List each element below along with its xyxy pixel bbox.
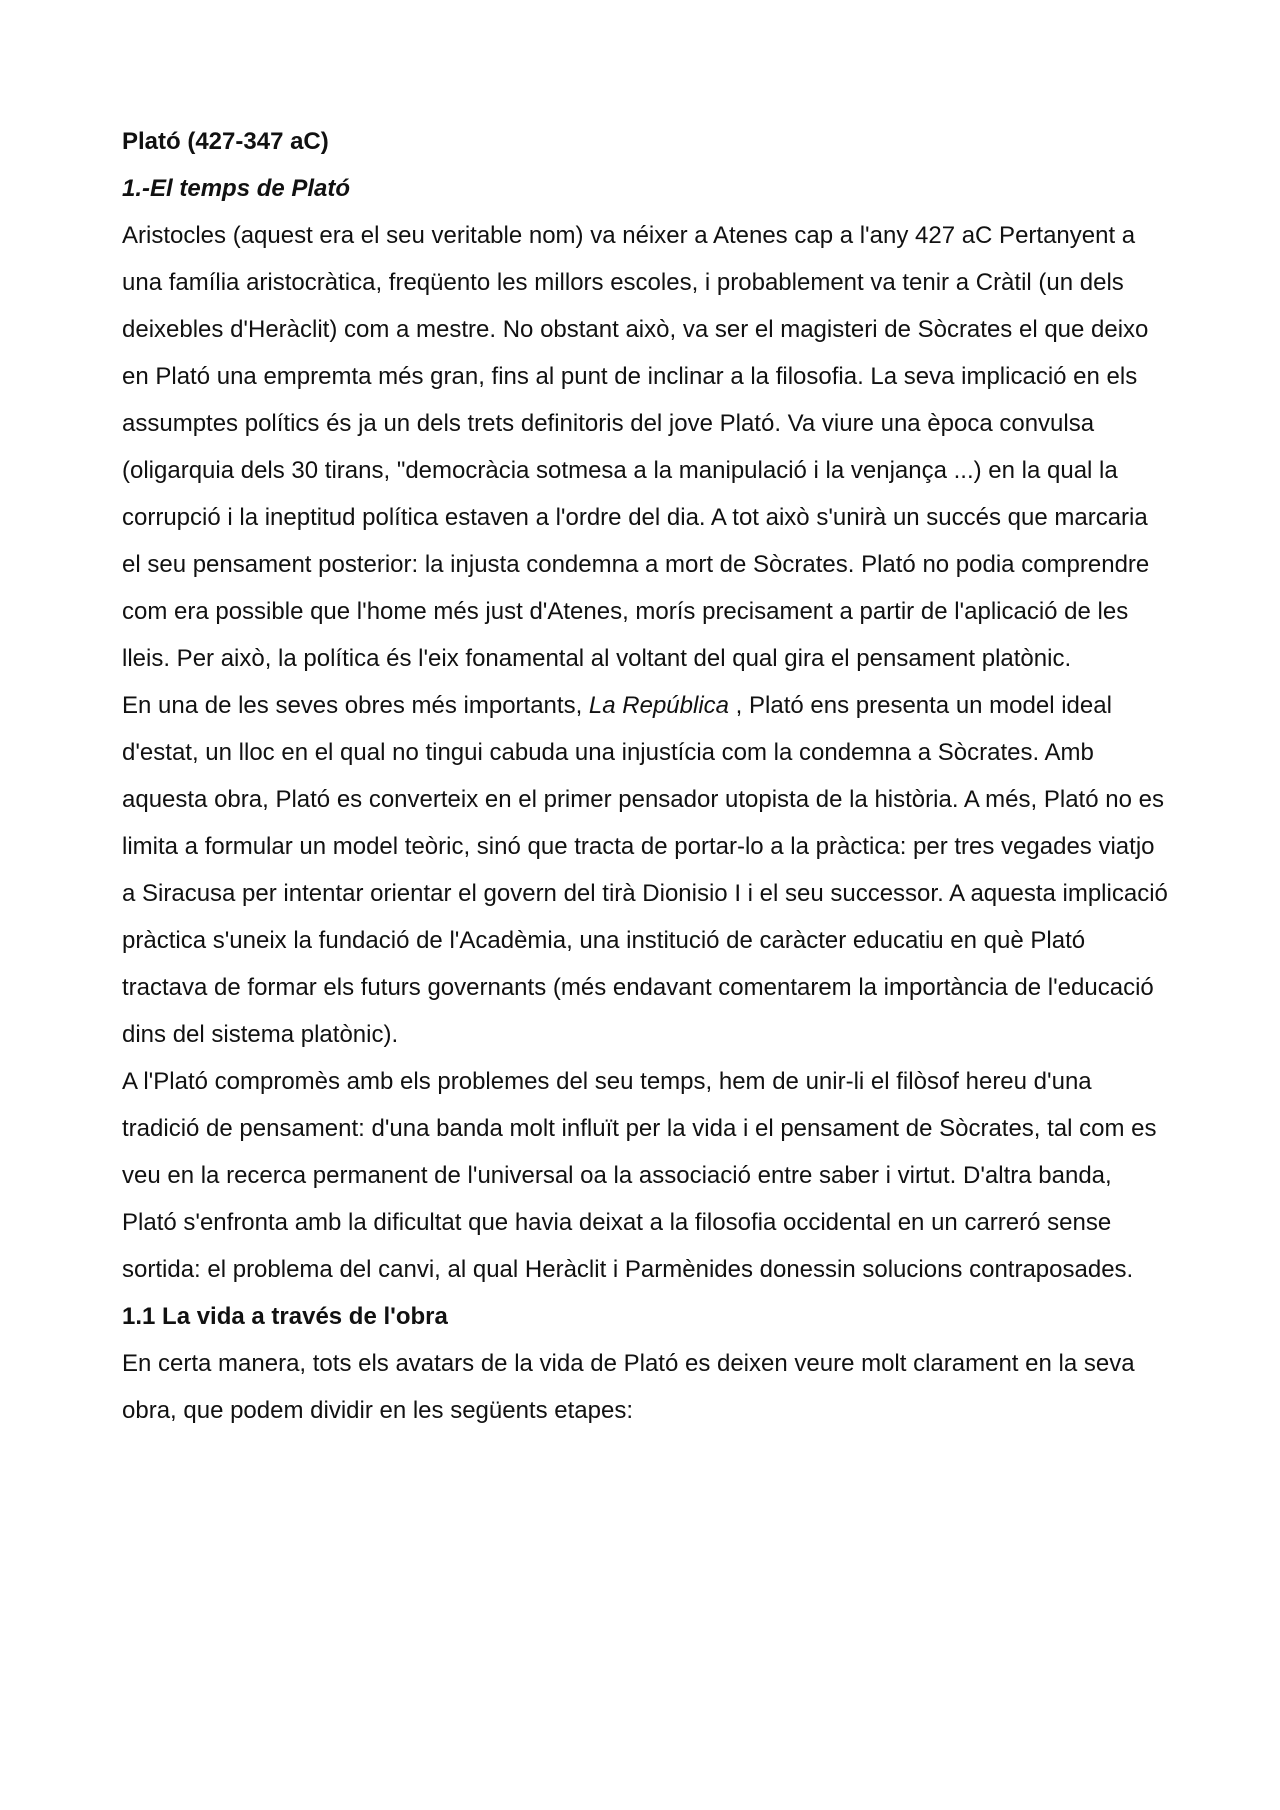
paragraph-2-body: , Plató ens presenta un model ideal d'estat, un lloc en el qual no tingui cabuda una injustícia com la condemna a Sòcrates. Amb aquesta obra, Plató es converteix en el primer pensador utopista de la història. A més, Plató no es limita a formular un model teòric, sinó que tracta de portar-lo a la pràctica: per tres vegades viatjo a Siracusa per intentar orientar el govern del tirà Dionisio I i el seu successor. A aquesta implicació pràctica s'uneix la fundació de l'Acadèmia, una institució de caràcter educatiu en què Plató tractava de formar els futurs governants (més endavant comentarem la importància de l'educació dins del sistema platònic). — [122, 692, 1168, 1048]
paragraph-2 — [122, 682, 1172, 1058]
paragraph-3: A l'Plató compromès amb els problemes del seu temps, hem de unir-li el filòsof hereu d'una tradició de pensament: d'una banda molt influït per la vida i el pensament de Sòcrates, tal com es veu en la recerca permanent de l'universal oa la associació entre saber i virtut. D'altra banda, Plató s'enfronta amb la dificultat que havia deixat a la filosofia occidental en un carreró sense sortida: el problema del canvi, al qual Heràclit i Parmènides donessin solucions contraposades. — [122, 1068, 1157, 1283]
paragraph-1: Aristocles (aquest era el seu veritable nom) va néixer a Atenes cap a l'any 427 aC Pertanyent a una família aristocràtica, freqüento les millors escoles, i probablement va tenir a Cràtil (un dels deixebles d'Heràclit) com a mestre. No obstant això, va ser el magisteri de Sòcrates el que deixo en Plató una empremta més gran, fins al punt de inclinar a la filosofia. La seva implicació en els assumptes polítics és ja un dels trets definitoris del jove Plató. Va viure una època convulsa (oligarquia dels 30 tirans, "democràcia sotmesa a la manipulació i la venjança ...) en la qual la corrupció i la ineptitud política estaven a l'ordre del dia. A tot això s'unirà un succés que marcaria el seu pensament posterior: la injusta condemna a mort de Sòcrates. Plató no podia comprendre com era possible que l'home més just d'Atenes, morís precisament a partir de l'aplicació de les lleis. Per això, la política és l'eix fonamental al voltant del qual gira el pensament platònic. — [122, 222, 1150, 672]
work-title-republica: La República — [588, 692, 730, 719]
paragraph-4: En certa manera, tots els avatars de la vida de Plató es deixen veure molt clarament en la seva obra, que podem dividir en les següents etapes: — [122, 1350, 1135, 1424]
document-title: Plató (427-347 aC) — [122, 128, 329, 155]
document-page — [122, 118, 1172, 1434]
section-heading: 1.-El temps de Plató — [122, 175, 351, 202]
subsection-heading: 1.1 La vida a través de l'obra — [122, 1303, 448, 1330]
paragraph-2-intro: En una de les seves obres més importants, — [122, 692, 589, 719]
